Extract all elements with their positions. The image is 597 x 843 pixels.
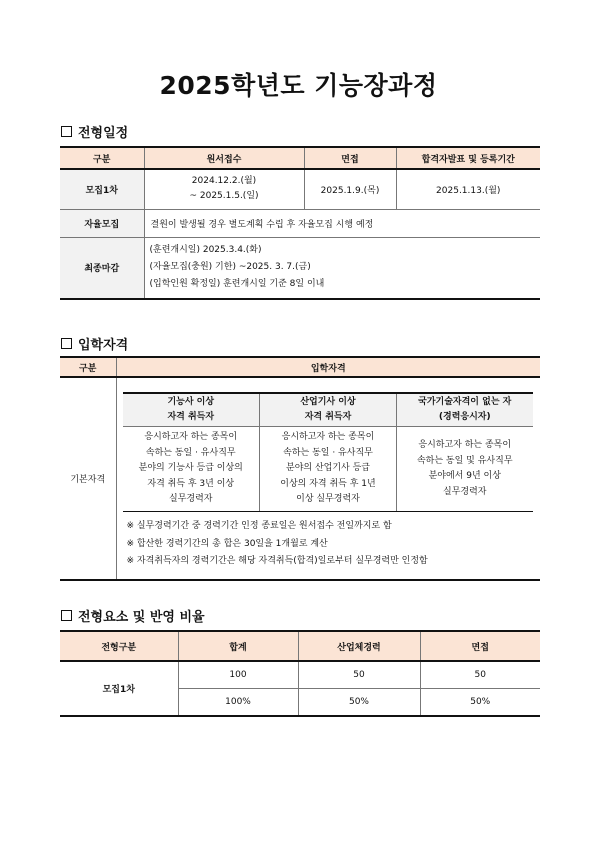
- deadline-line: (훈련개시일) 2025.3.4.(화): [149, 245, 262, 256]
- deadline-line: (자율모집(충원) 기한) ~2025. 3. 7.(금): [149, 262, 311, 273]
- row-label: 모집1차: [60, 661, 178, 716]
- ratio-table: [60, 630, 540, 717]
- apply-end: ~ 2025.1.5.(일): [189, 191, 259, 202]
- deadline-line: (입학인원 확정일) 훈련개시일 기준 8일 이내: [149, 279, 325, 290]
- ratio-value: 100: [178, 661, 298, 689]
- section-heading-text: 전형일정: [78, 126, 129, 141]
- note-line: ※ 실무경력기간 중 경력기간 인정 종료일은 원서접수 전일까지로 함: [126, 521, 392, 531]
- checkbox-square-icon: [61, 126, 72, 137]
- checkbox-square-icon: [61, 338, 72, 349]
- qualification-table: [60, 356, 540, 581]
- header-cell: 합격자발표 및 등록기간: [396, 147, 540, 169]
- checkbox-square-icon: [61, 610, 72, 621]
- header-cell: 합계: [178, 631, 298, 661]
- interview-date: 2025.1.9.(목): [304, 169, 396, 209]
- qualification-notes: [117, 512, 541, 579]
- ratio-percent: 50%: [298, 689, 420, 717]
- ratio-value: 50: [420, 661, 540, 689]
- ratio-percent: 100%: [178, 689, 298, 717]
- qualification-inner-table: [123, 392, 533, 512]
- row-label: 모집1차: [60, 169, 144, 209]
- qual-col-header: 산업기사 이상 자격 취득자: [260, 393, 397, 427]
- ratio-value: 50: [298, 661, 420, 689]
- ratio-percent: 50%: [420, 689, 540, 717]
- qual-col-header: 기능사 이상 자격 취득자: [123, 393, 260, 427]
- row-label: 기본자격: [60, 377, 116, 580]
- section-heading-text: 전형요소 및 반영 비율: [78, 610, 205, 625]
- apply-start: 2024.12.2.(월): [191, 176, 257, 187]
- schedule-table: [60, 146, 540, 300]
- note-line: ※ 자격취득자의 경력기간은 해당 자격취득(합격)일로부터 실무경력만 인정함: [126, 556, 428, 566]
- header-cell: 전형구분: [60, 631, 178, 661]
- qual-col-body: 응시하고자 하는 종목이 속하는 동일 · 유사직무 분야의 산업기사 등급 이상의 자격 취득 후 1년 이상 실무경력자: [260, 427, 397, 512]
- result-date: 2025.1.13.(월): [396, 169, 540, 209]
- qual-col-body: 응시하고자 하는 종목이 속하는 동일 · 유사직무 분야의 기능사 등급 이상의 자격 취득 후 3년 이상 실무경력자: [123, 427, 260, 512]
- final-deadline-text: [144, 237, 540, 299]
- header-cell: 입학자격: [116, 357, 540, 377]
- row-label: 최종마감: [60, 237, 144, 299]
- section-heading-schedule: [61, 122, 128, 141]
- apply-period: [144, 169, 304, 209]
- self-recruit-text: 결원이 발생될 경우 별도계획 수립 후 자율모집 시행 예정: [144, 209, 540, 237]
- section-heading-qualification: [61, 334, 128, 353]
- header-cell: 면접: [304, 147, 396, 169]
- note-line: ※ 합산한 경력기간의 총 합은 30일을 1개월로 계산: [126, 538, 328, 549]
- header-cell: 구분: [60, 357, 116, 377]
- row-label: 자율모집: [60, 209, 144, 237]
- qual-col-body: 응시하고자 하는 종목이 속하는 동일 및 유사직무 분야에서 9년 이상 실무경력자: [397, 427, 533, 512]
- header-cell: 면접: [420, 631, 540, 661]
- section-heading-ratio: [61, 606, 205, 625]
- qualification-body: [116, 377, 540, 580]
- header-cell: 산업체경력: [298, 631, 420, 661]
- page-title: 2025학년도 기능장과정: [159, 71, 438, 100]
- header-cell: 구분: [60, 147, 144, 169]
- section-heading-text: 입학자격: [78, 338, 129, 353]
- qual-col-header: 국가기술자격이 없는 자 (경력응시자): [397, 393, 533, 427]
- header-cell: 원서접수: [144, 147, 304, 169]
